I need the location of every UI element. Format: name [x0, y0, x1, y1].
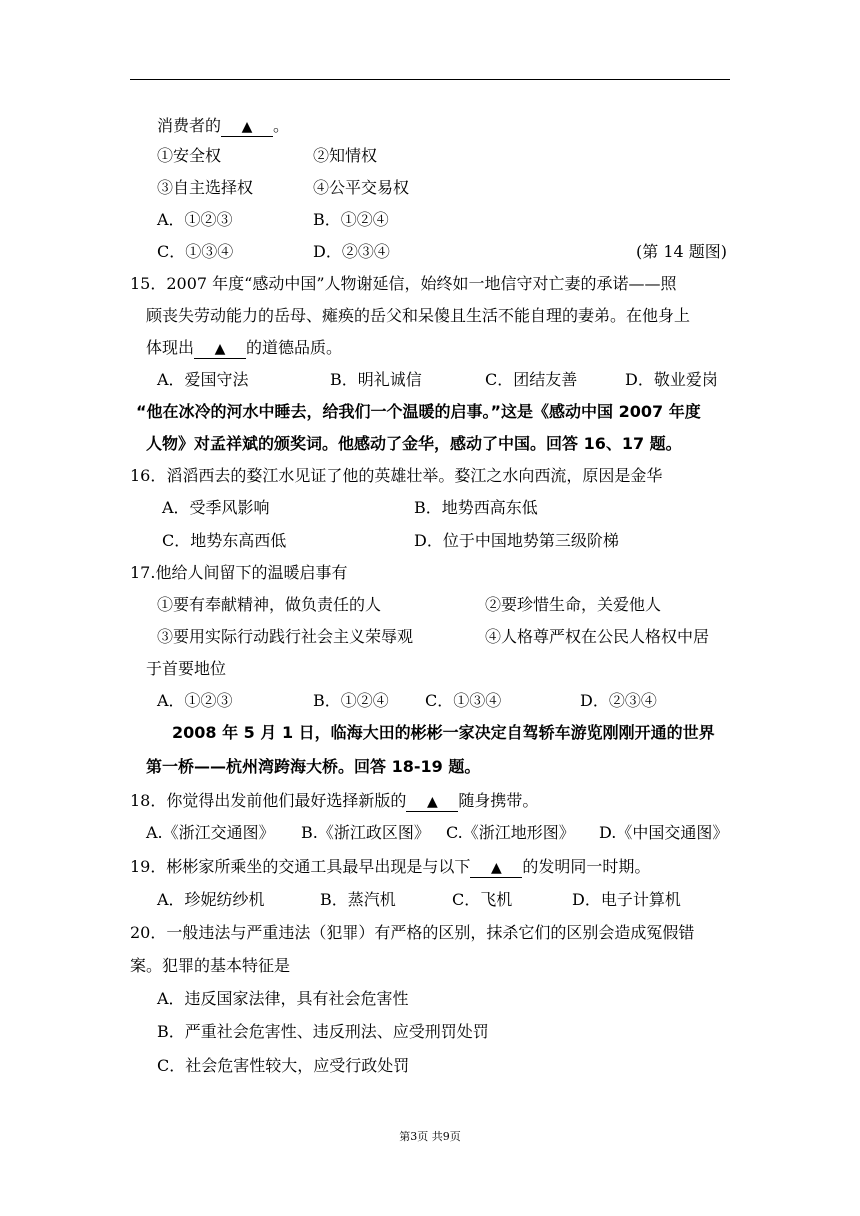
q19-choice-b: B．蒸汽机 — [320, 890, 396, 909]
q18-stem-end: 随身携带。 — [458, 791, 539, 810]
q17-option-3: ③要用实际行动践行社会主义荣辱观 — [157, 627, 414, 646]
q15-stem-line-2: 顾丧失劳动能力的岳母、瘫痪的岳父和呆傻且生活不能自理的妻弟。在他身上 — [146, 306, 691, 325]
q16-stem: 16．滔滔西去的婺江水见证了他的英雄壮举。婺江之水向西流，原因是金华 — [130, 466, 663, 485]
figure-caption: (第 14 题图) — [636, 242, 728, 261]
q18-stem-text: 18．你觉得出发前他们最好选择新版的 — [130, 791, 407, 810]
answer-blank — [406, 792, 458, 812]
passage-intro-line-1: “他在冰冷的河水中睡去，给我们一个温暖的启事。”这是《感动中国 2007 年度 — [136, 402, 701, 421]
q14-option-1: ①安全权 — [157, 146, 222, 165]
q18-choice-b: B.《浙江政区图》 — [301, 823, 430, 842]
q15-stem-line-3 — [146, 337, 342, 359]
page-footer: 第3页 共9页 — [399, 1130, 461, 1143]
q17-option-4: ④人格尊严权在公民人格权中居 — [485, 627, 710, 646]
q20-choice-a: A．违反国家法律，具有社会危害性 — [157, 989, 409, 1008]
answer-blank — [470, 858, 522, 878]
triangle-icon: ▲ — [490, 860, 502, 876]
q14-stem-end: 。 — [273, 116, 290, 135]
q14-option-4: ④公平交易权 — [313, 178, 410, 197]
q17-choice-a: A．①②③ — [157, 691, 233, 710]
passage-intro-2-line-1: 2008 年 5 月 1 日，临海大田的彬彬一家决定自驾轿车游览刚刚开通的世界 — [172, 723, 715, 742]
q14-stem-text: 消费者的 — [157, 116, 222, 135]
triangle-icon: ▲ — [426, 794, 438, 810]
q19-choice-d: D．电子计算机 — [572, 890, 681, 909]
q15-stem-line-1: 15．2007 年度“感动中国”人物谢延信，始终如一地信守对亡妻的承诺——照 — [130, 274, 677, 293]
q17-choice-d: D．②③④ — [580, 691, 657, 710]
q16-choice-c: C．地势东高西低 — [162, 531, 287, 550]
q15-choice-b: B．明礼诚信 — [330, 370, 422, 389]
q20-choice-c: C．社会危害性较大，应受行政处罚 — [157, 1056, 410, 1075]
q14-choice-b: B．①②④ — [313, 210, 389, 229]
q19-stem — [130, 856, 650, 878]
triangle-icon: ▲ — [241, 119, 253, 135]
q14-option-3: ③自主选择权 — [157, 178, 254, 197]
q17-stem: 17.他给人间留下的温暖启事有 — [130, 563, 348, 582]
q19-choice-c: C．飞机 — [452, 890, 513, 909]
q20-choice-b: B．严重社会危害性、违反刑法、应受刑罚处罚 — [157, 1022, 489, 1041]
q14-option-2: ②知情权 — [313, 146, 378, 165]
q14-choice-a: A．①②③ — [157, 210, 233, 229]
q17-choice-b: B．①②④ — [313, 691, 389, 710]
q19-stem-text: 19．彬彬家所乘坐的交通工具最早出现是与以下 — [130, 857, 471, 876]
q15-stem-end: 的道德品质。 — [246, 338, 343, 357]
passage-intro-line-2: 人物》对孟祥斌的颁奖词。他感动了金华，感动了中国。回答 16、17 题。 — [146, 434, 682, 453]
q16-choice-a: A．受季风影响 — [162, 498, 270, 517]
q19-choice-a: A．珍妮纺纱机 — [157, 890, 265, 909]
q14-choice-d: D．②③④ — [313, 242, 390, 261]
q19-stem-end: 的发明同一时期。 — [522, 857, 651, 876]
q17-choice-c: C．①③④ — [425, 691, 502, 710]
q17-option-4-cont: 于首要地位 — [146, 659, 227, 678]
q15-choice-c: C．团结友善 — [485, 370, 578, 389]
answer-blank — [194, 339, 246, 359]
q18-stem — [130, 790, 538, 812]
q15-choice-d: D．敬业爱岗 — [625, 370, 718, 389]
q15-choice-a: A．爱国守法 — [157, 370, 249, 389]
answer-blank — [221, 117, 273, 137]
q16-choice-b: B．地势西高东低 — [414, 498, 538, 517]
q16-choice-d: D．位于中国地势第三级阶梯 — [414, 531, 619, 550]
q18-choice-a: A.《浙江交通图》 — [146, 823, 275, 842]
q20-stem-line-1: 20．一般违法与严重违法（犯罪）有严格的区别，抹杀它们的区别会造成冤假错 — [130, 923, 695, 942]
triangle-icon: ▲ — [214, 341, 226, 357]
q14-stem — [157, 115, 289, 137]
q18-choice-c: C.《浙江地形图》 — [446, 823, 575, 842]
q17-option-1: ①要有奉献精神，做负责任的人 — [157, 595, 382, 614]
q15-stem-text: 体现出 — [146, 338, 195, 357]
passage-intro-2-line-2: 第一桥——杭州湾跨海大桥。回答 18-19 题。 — [146, 757, 481, 776]
q17-option-2: ②要珍惜生命，关爱他人 — [485, 595, 662, 614]
q20-stem-line-2: 案。犯罪的基本特征是 — [130, 956, 291, 975]
q14-choice-c: C．①③④ — [157, 242, 234, 261]
header-rule — [130, 79, 730, 80]
q18-choice-d: D.《中国交通图》 — [599, 823, 729, 842]
